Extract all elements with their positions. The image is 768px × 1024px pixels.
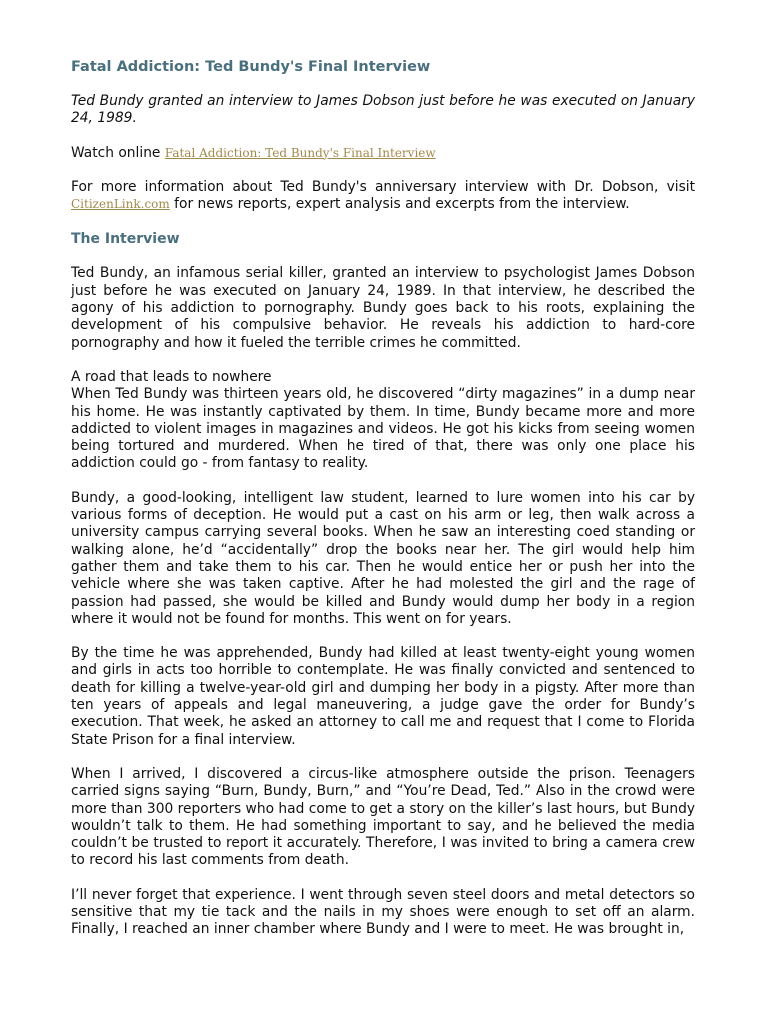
body-paragraph-3: Bundy, a good-looking, intelligent law student, learned to lure women into his car by various forms of deception. He would put a cast on his arm or leg, then walk across a university campus carrying several books. When he saw an interesting coed standing or walking alone, he’d “accidentally” drop the books near her. The girl would help him gather them and take them to his car. Then he would entice her or push her into the vehicle where she was taken captive. After he had molested the girl and the rage of passion had passed, she would be killed and Bundy would dump her body in a region where it would not be found for months. This went on for years. <box>71 489 695 627</box>
citizenlink-link[interactable]: CitizenLink.com <box>71 197 170 212</box>
section-heading-interview: The Interview <box>71 231 180 248</box>
body-paragraph-6: I’ll never forget that experience. I went through seven steel doors and metal detectors so sensitive that my tie tack and the nails in my shoes were enough to set off an alarm. Finally, I reached an inner chamber where Bundy and I were to meet. He was brought in, <box>71 886 695 938</box>
intro-paragraph: Ted Bundy granted an interview to James Dobson just before he was executed on January 24, 1989. <box>71 93 695 127</box>
body-paragraph-2 <box>71 369 695 473</box>
more-info-before: For more information about Ted Bundy's anniversary interview with Dr. Dobson, visit <box>71 178 695 195</box>
more-info-after: for news reports, expert analysis and excerpts from the interview. <box>169 196 630 213</box>
watch-online-prefix: Watch online <box>71 144 165 161</box>
body-paragraph-4: By the time he was apprehended, Bundy had killed at least twenty-eight young women and girls in acts too horrible to contemplate. He was finally convicted and sentenced to death for killing a twelve-year-old girl and dumping her body in a pigsty. After more than ten years of appeals and legal maneuvering, a judge gave the order for Bundy’s execution. That week, he asked an attorney to call me and request that I come to Florida State Prison for a final interview. <box>71 645 695 748</box>
subheading-road: A road that leads to nowhere <box>71 368 272 385</box>
watch-online-link[interactable]: Fatal Addiction: Ted Bundy's Final Interview <box>164 145 436 160</box>
body-paragraph-2-text: When Ted Bundy was thirteen years old, he discovered “dirty magazines” in a dump near his home. He was instantly captivated by them. In time, Bundy became more and more addicted to violent images in magazines and videos. He got his kicks from seeing women being tortured and murdered. When he tired of that, there was only one place his addiction could go - from fantasy to reality. <box>71 386 695 472</box>
body-paragraph-1: Ted Bundy, an infamous serial killer, granted an interview to psychologist James Dobson just before he was executed on January 24, 1989. In that interview, he described the agony of his addiction to pornography. Bundy goes back to his roots, explaining the development of his compulsive behavior. He reveals his addiction to hard-core pornography and how it fueled the terrible crimes he committed. <box>71 265 695 351</box>
body-paragraph-5: When I arrived, I discovered a circus-like atmosphere outside the prison. Teenagers carried signs saying “Burn, Bundy, Burn,” and “You’re Dead, Ted.” Also in the crowd were more than 300 reporters who had come to get a story on the killer’s last hours, but Bundy wouldn’t talk to them. He had something important to say, and he believed the media couldn’t be trusted to report it accurately. Therefore, I was invited to bring a camera crew to record his last comments from death. <box>71 765 695 869</box>
page-title: Fatal Addiction: Ted Bundy's Final Interview <box>71 59 431 75</box>
watch-online-line <box>71 145 695 162</box>
more-info-paragraph <box>71 179 695 214</box>
document-page <box>71 58 695 956</box>
